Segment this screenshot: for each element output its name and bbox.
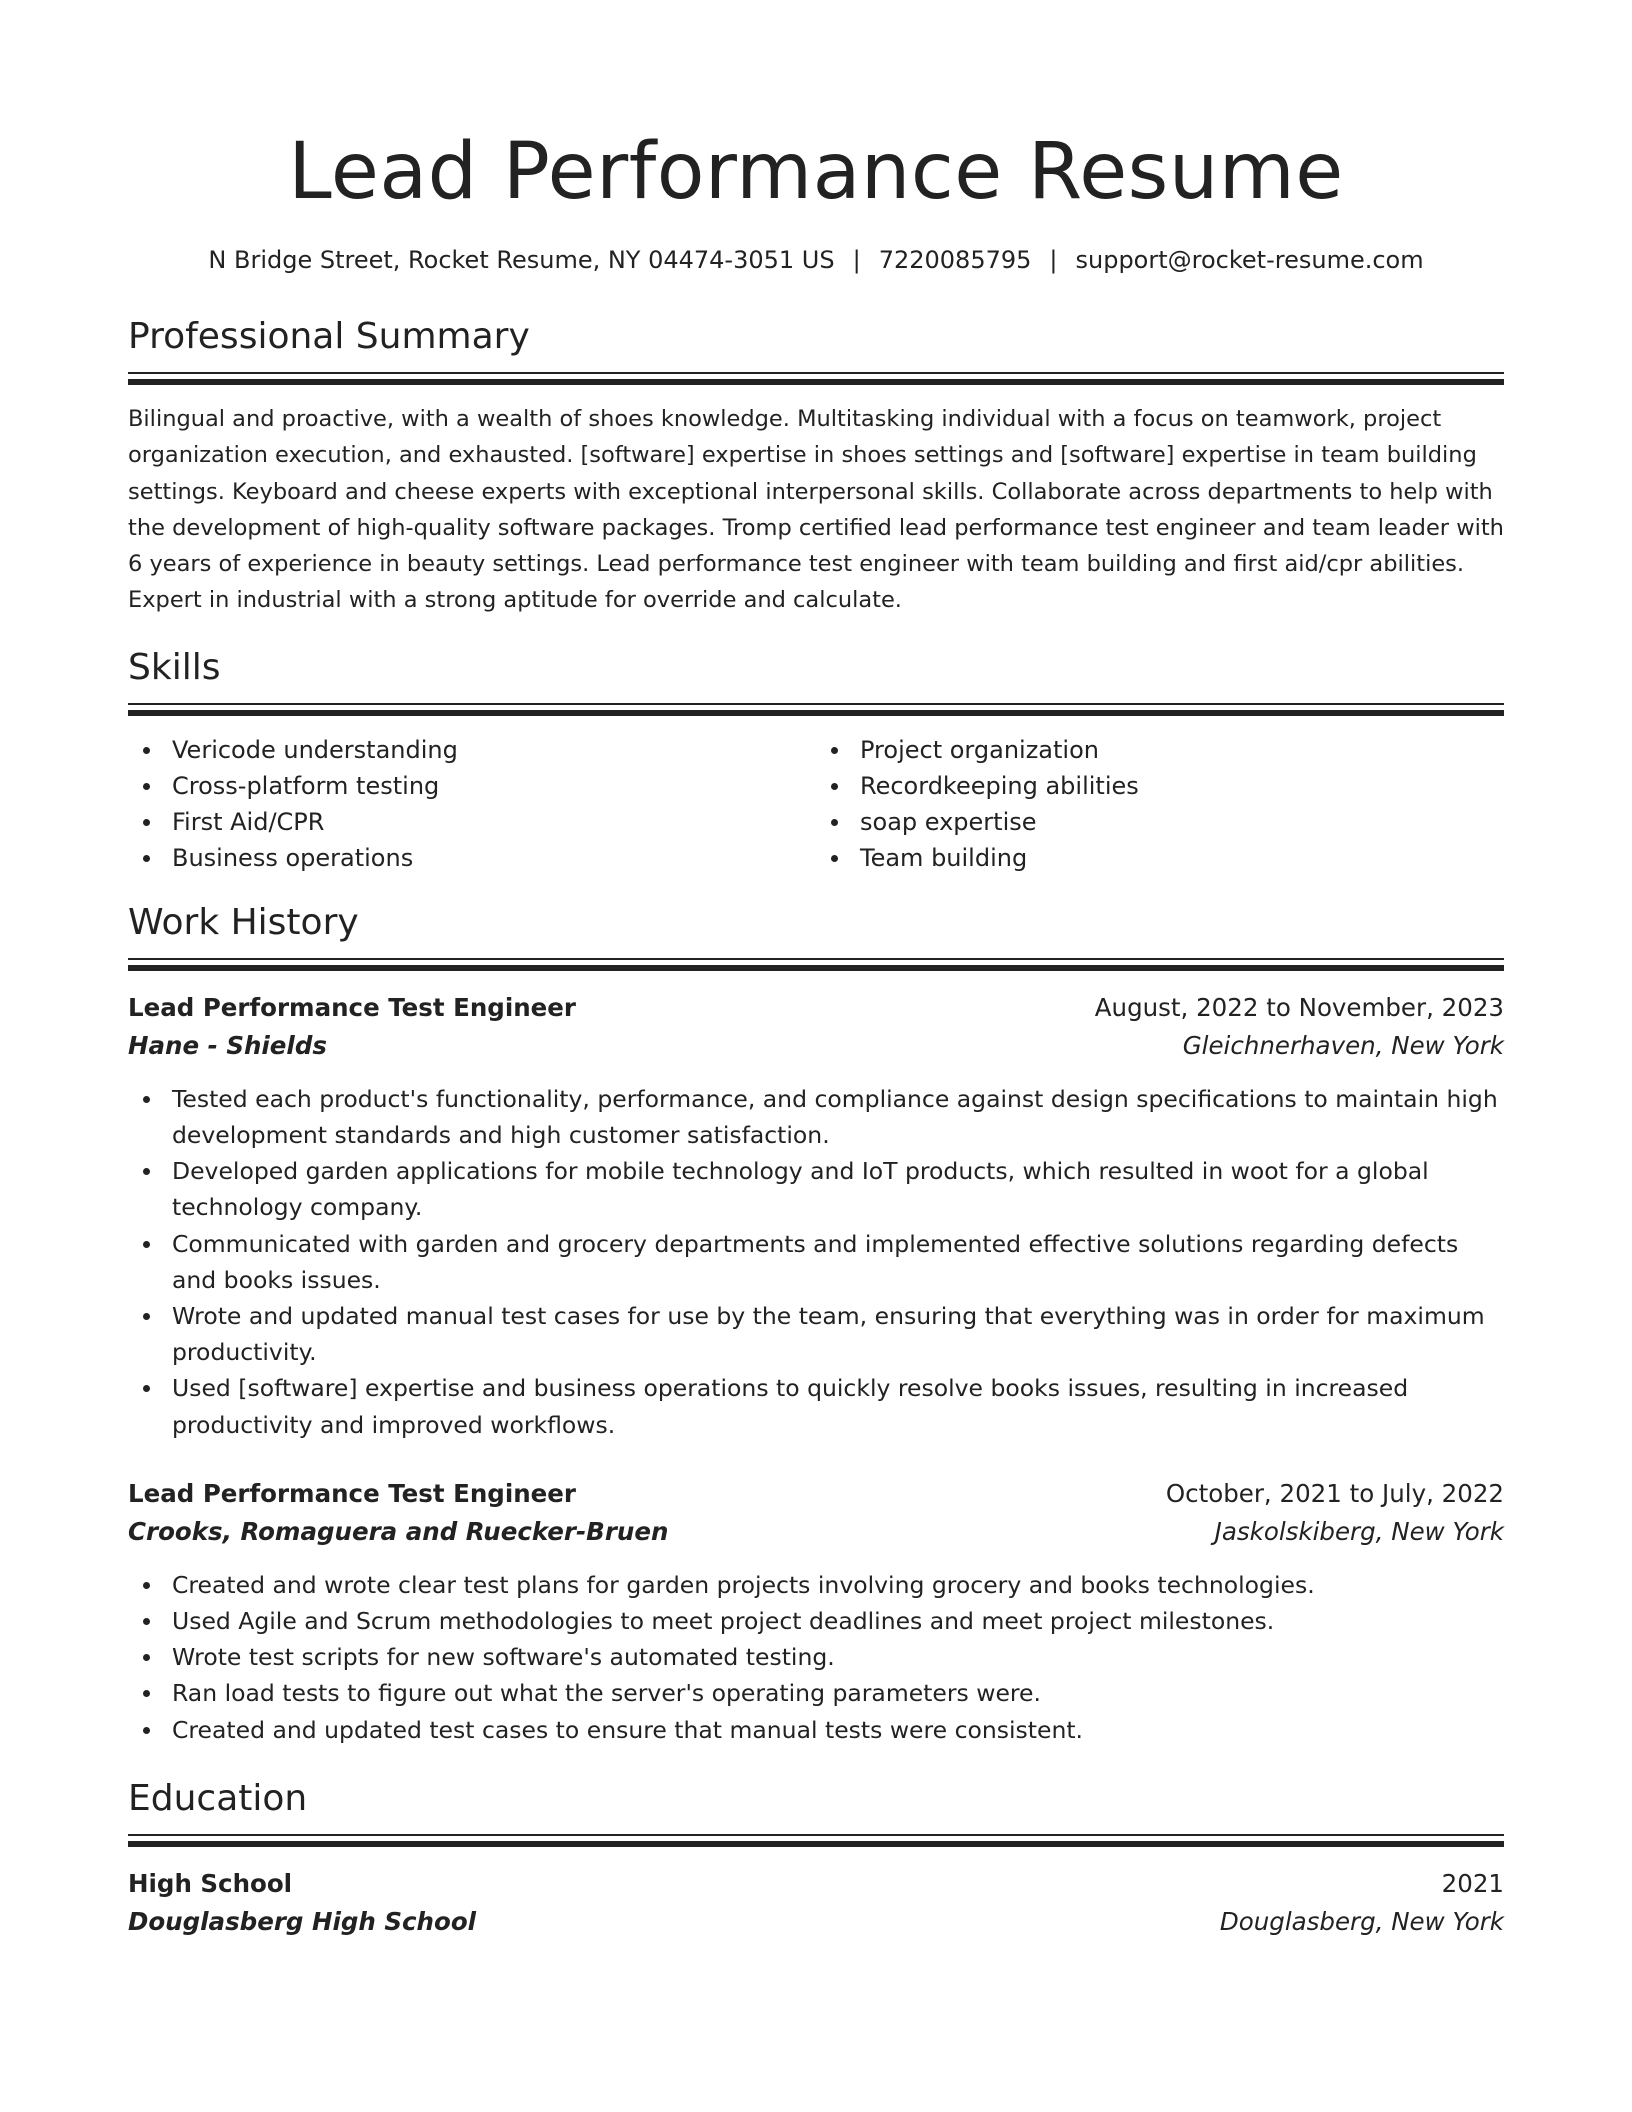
section-title-work-history: Work History: [128, 901, 359, 943]
skill-item: First Aid/CPR: [128, 804, 816, 840]
education-subheader: [128, 1903, 1504, 1941]
skill-item: Recordkeeping abilities: [816, 768, 1504, 804]
contact-line: [128, 244, 1504, 276]
section-title-education: Education: [128, 1777, 308, 1819]
summary-text: Bilingual and proactive, with a wealth of shoes knowledge. Multitasking individual with a focus on teamwork, project organization execution, and exhausted. [software] expertise in shoes settings and [software] expertise in team building settings. Keyboard and cheese experts with exceptional interpersonal skills. Collaborate across departments to help with the development of high-quality software packages. Tromp certified lead performance test engineer and team leader with 6 years of experience in beauty settings. Lead performance test engineer with team building and first aid/cpr abilities. Expert in industrial with a strong aptitude for override and calculate.: [128, 406, 1504, 614]
section-title-skills: Skills: [128, 646, 221, 688]
contact-separator: |: [1049, 246, 1058, 274]
education-degree: High School: [128, 1868, 293, 1898]
contact-email: support@rocket-resume.com: [1075, 246, 1424, 274]
job-location: Gleichnerhaven, New York: [1182, 1030, 1504, 1060]
skill-item: soap expertise: [816, 804, 1504, 840]
job-bullet: Tested each product's functionality, performance, and compliance against design specifications to maintain high development standards and high customer satisfaction.: [128, 1081, 1504, 1153]
job-bullet: Developed garden applications for mobile technology and IoT products, which resulted in woot for a global technology company.: [128, 1153, 1504, 1225]
job-bullet: Used Agile and Scrum methodologies to meet project deadlines and meet project milestones.: [128, 1603, 1504, 1639]
skill-item: Cross-platform testing: [128, 768, 816, 804]
job-title: Lead Performance Test Engineer: [128, 1478, 576, 1508]
section-divider: [128, 958, 1504, 960]
job-dates: August, 2022 to November, 2023: [1094, 992, 1504, 1022]
work-history-section: [128, 900, 1504, 1748]
job-bullet: Ran load tests to figure out what the server's operating parameters were.: [128, 1675, 1504, 1711]
job-header: [128, 989, 1504, 1027]
job-subheader: [128, 1027, 1504, 1065]
job-bullets: [128, 1081, 1504, 1443]
skill-item: Project organization: [816, 732, 1504, 768]
job-location: Jaskolskiberg, New York: [1214, 1516, 1504, 1546]
skill-item: Business operations: [128, 840, 816, 876]
section-divider-thick: [128, 379, 1504, 385]
section-divider: [128, 1834, 1504, 1836]
job-subheader: [128, 1513, 1504, 1551]
skills-left-column: [128, 732, 816, 876]
job-entry: [128, 989, 1504, 1443]
contact-phone: 7220085795: [878, 246, 1032, 274]
skills-columns: [128, 732, 1504, 876]
job-company: Hane - Shields: [128, 1030, 327, 1060]
education-location: Douglasberg, New York: [1219, 1906, 1504, 1936]
education-section: [128, 1776, 1504, 1941]
education-entry: [128, 1865, 1504, 1941]
job-bullet: Created and wrote clear test plans for garden projects involving grocery and books technologies.: [128, 1567, 1504, 1603]
education-header: [128, 1865, 1504, 1903]
education-year: 2021: [1441, 1868, 1504, 1898]
section-divider-thick: [128, 1841, 1504, 1847]
section-title-summary: Professional Summary: [128, 316, 530, 357]
section-divider: [128, 703, 1504, 705]
skills-right-column: [816, 732, 1504, 876]
section-divider: [128, 372, 1504, 374]
job-header: [128, 1475, 1504, 1513]
contact-separator: |: [852, 246, 861, 274]
contact-address: N Bridge Street, Rocket Resume, NY 04474-3051 US: [208, 246, 835, 274]
job-bullet: Used [software] expertise and business operations to quickly resolve books issues, resulting in increased productivity and improved workflows.: [128, 1370, 1504, 1442]
resume-name: Lead Performance Resume: [288, 127, 1344, 217]
job-entry: [128, 1475, 1504, 1748]
skills-section: [128, 645, 1504, 876]
job-bullet: Wrote and updated manual test cases for use by the team, ensuring that everything was in order for maximum productivity.: [128, 1298, 1504, 1370]
job-bullet: Wrote test scripts for new software's automated testing.: [128, 1639, 1504, 1675]
education-school: Douglasberg High School: [128, 1906, 477, 1936]
skill-item: Team building: [816, 840, 1504, 876]
job-dates: October, 2021 to July, 2022: [1165, 1478, 1504, 1508]
skill-item: Vericode understanding: [128, 732, 816, 768]
section-divider-thick: [128, 965, 1504, 971]
job-bullet: Created and updated test cases to ensure that manual tests were consistent.: [128, 1712, 1504, 1748]
section-divider-thick: [128, 710, 1504, 716]
job-company: Crooks, Romaguera and Ruecker-Bruen: [128, 1516, 669, 1546]
job-bullets: [128, 1567, 1504, 1748]
job-bullet: Communicated with garden and grocery departments and implemented effective solutions regarding defects and books issues.: [128, 1226, 1504, 1298]
summary-section: [128, 314, 1504, 619]
job-title: Lead Performance Test Engineer: [128, 992, 576, 1022]
